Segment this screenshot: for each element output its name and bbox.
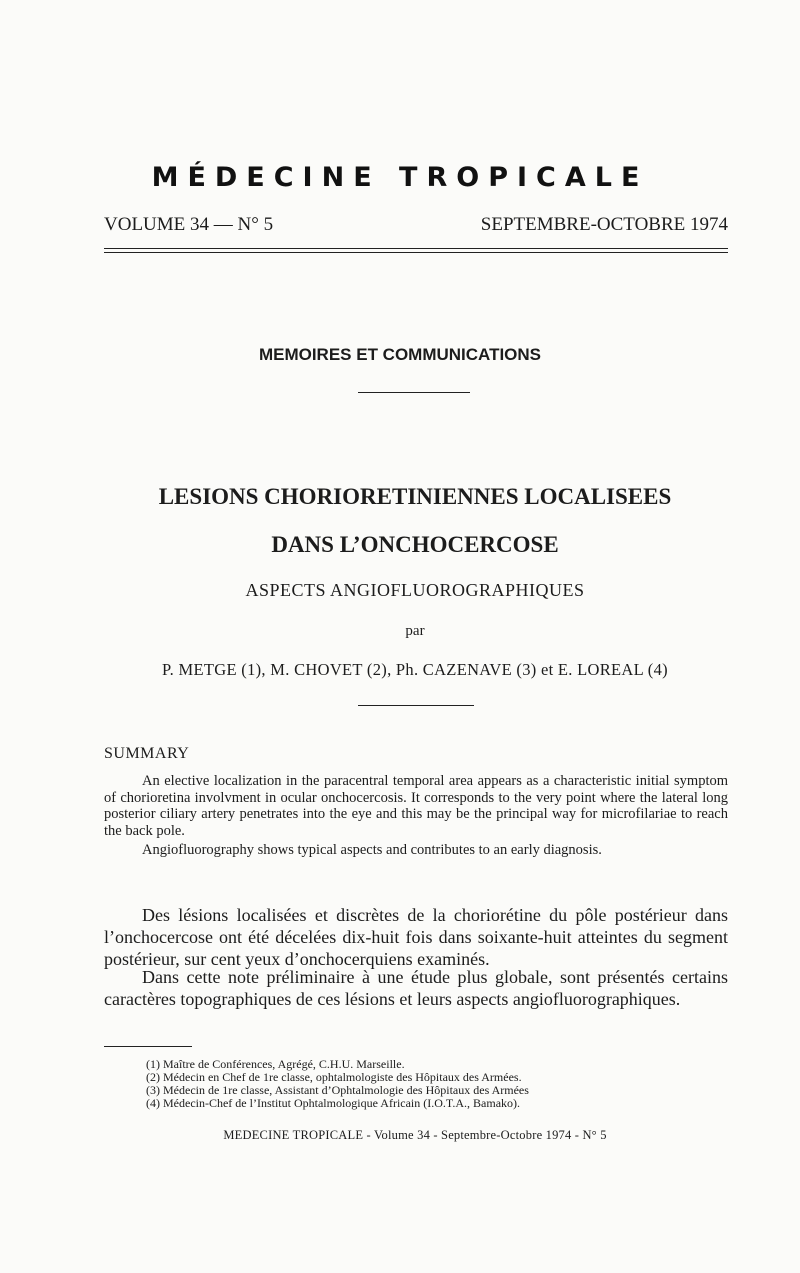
authors-line: P. METGE (1), M. CHOVET (2), Ph. CAZENAVE (3) et E. LOREAL (4) bbox=[162, 660, 668, 679]
article-subtitle: ASPECTS ANGIOFLUOROGRAPHIQUES bbox=[245, 580, 585, 600]
article-title-line-1: LESIONS CHORIORETINIENNES LOCALISEES bbox=[158, 484, 672, 509]
volume-number: VOLUME 34 — N° 5 bbox=[104, 214, 274, 235]
section-heading: MEMOIRES ET COMMUNICATIONS bbox=[258, 345, 542, 364]
body-paragraph: Des lésions localisées et discrètes de la choriorétine du pôle postérieur dans l’onchocercose ont été décelées dix-huit fois dans soixante-huit atteintes du segment postérieur, sur cent yeux d’onchocerquiens examinés. bbox=[104, 905, 728, 969]
body-paragraph: Dans cette note préliminaire à une étude plus globale, sont présentés certains caractères topographiques de ces lésions et leurs aspects angiofluorographiques. bbox=[104, 967, 728, 1009]
section-divider bbox=[358, 392, 470, 393]
footnote-divider bbox=[104, 1046, 192, 1047]
footnote: (4) Médecin-Chef de l’Institut Ophtalmologique Africain (I.O.T.A., Bamako). bbox=[146, 1096, 521, 1110]
summary-paragraph: An elective localization in the paracentral temporal area appears as a characteristic initial symptom of chorioretina involvment in ocular onchocercosis. It corresponds to the very point where the lateral long posterior ciliary artery penetrates into the eye and this may be the principal way for microfilariae to reach the back pole. bbox=[104, 773, 728, 839]
journal-title: MÉDECINE TROPICALE bbox=[151, 162, 649, 193]
summary-paragraph: Angiofluorography shows typical aspects and contributes to an early diagnosis. bbox=[142, 842, 602, 858]
footnote: (1) Maître de Conférences, Agrégé, C.H.U. Marseille. bbox=[146, 1057, 405, 1071]
issue-line bbox=[104, 214, 728, 236]
summary-heading: SUMMARY bbox=[104, 745, 190, 762]
header-rule bbox=[104, 248, 728, 253]
by-label: par bbox=[405, 623, 425, 639]
article-title-line-2: DANS L’ONCHOCERCOSE bbox=[271, 532, 559, 557]
issue-date: SEPTEMBRE-OCTOBRE 1974 bbox=[480, 214, 728, 235]
footnote: (3) Médecin de 1re classe, Assistant d’Ophtalmologie des Hôpitaux des Armées bbox=[146, 1083, 529, 1097]
page-footer: MEDECINE TROPICALE - Volume 34 - Septembre-Octobre 1974 - N° 5 bbox=[223, 1128, 607, 1142]
authors-divider bbox=[358, 705, 474, 706]
footnote: (2) Médecin en Chef de 1re classe, ophtalmologiste des Hôpitaux des Armées. bbox=[146, 1070, 522, 1084]
